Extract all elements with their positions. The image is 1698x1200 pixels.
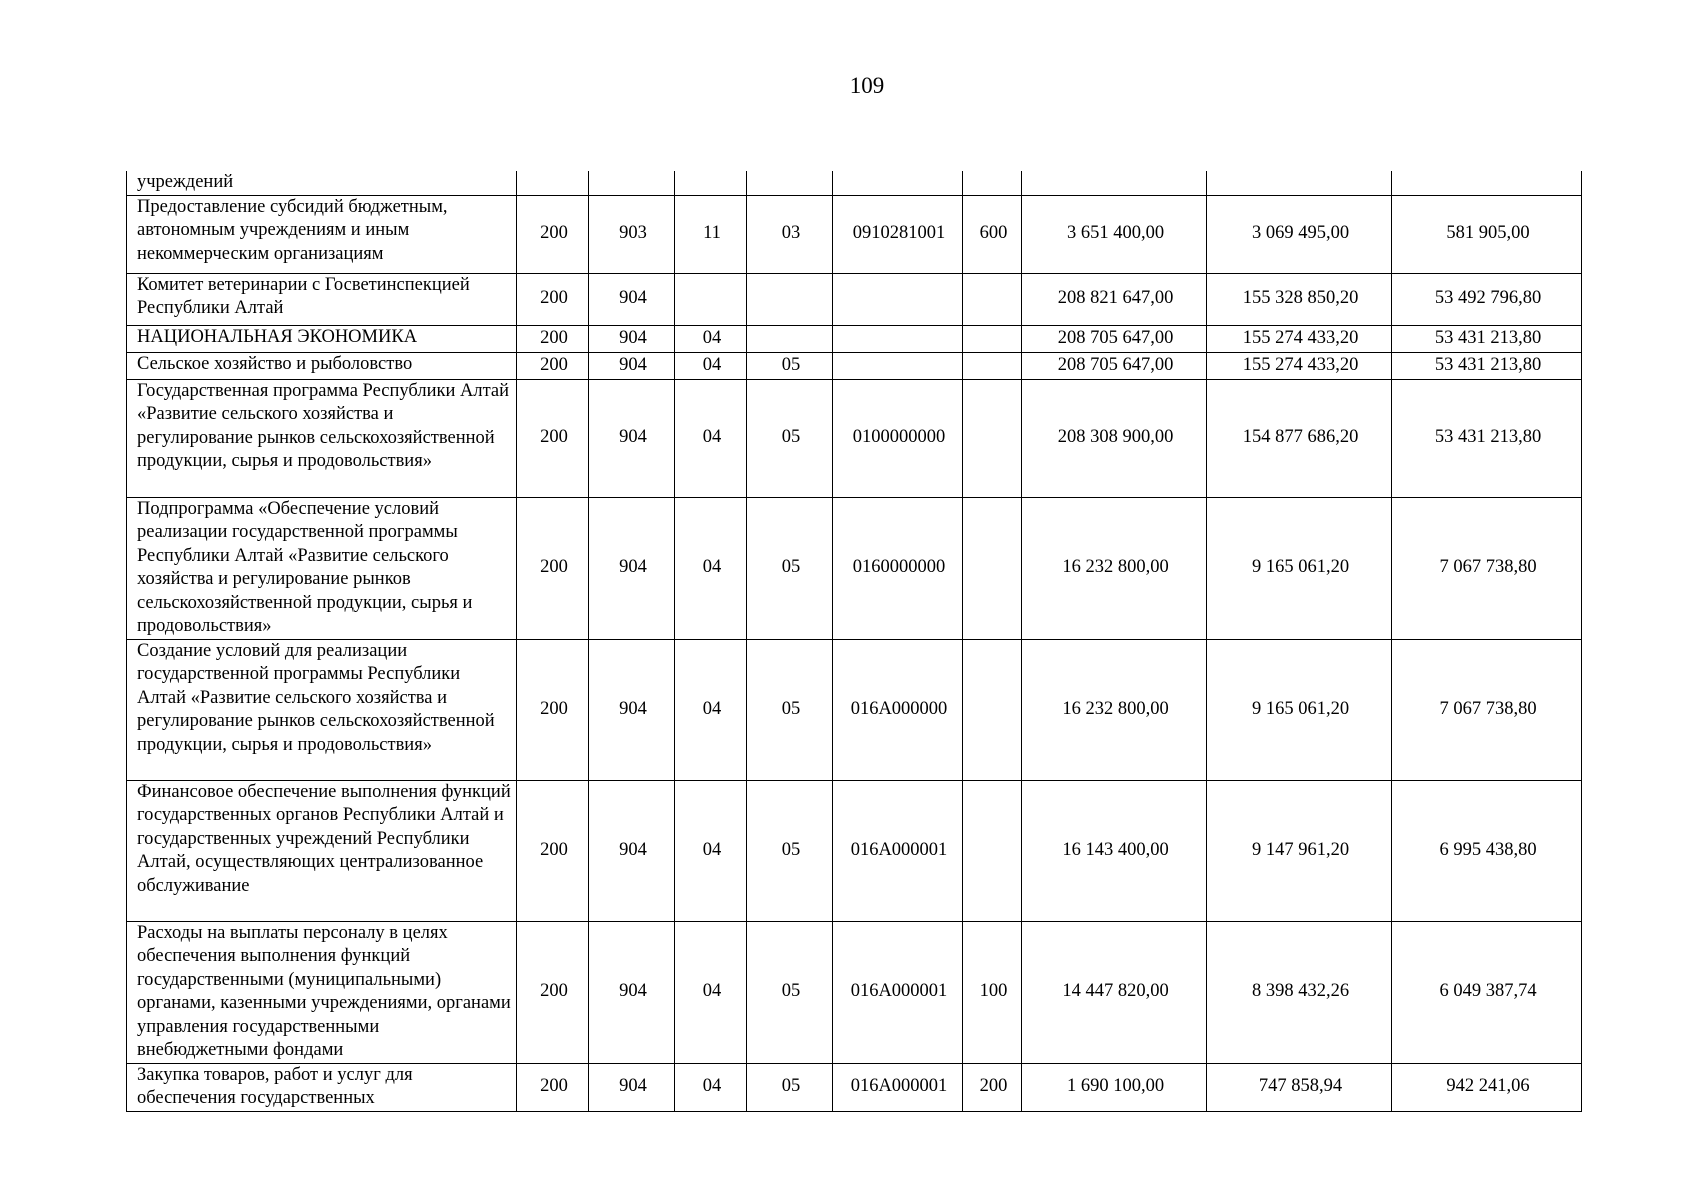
ved-cell: 904 <box>589 921 675 1063</box>
row-name-cell: Закупка товаров, работ и услуг для обеспечения государственных <box>127 1063 517 1111</box>
row-name-cell: Комитет ветеринарии с Госветинспекцией Республики Алтай <box>127 273 517 325</box>
table-row <box>127 195 1582 273</box>
rest-cell: 53 492 796,80 <box>1392 273 1582 325</box>
rest-cell: 53 431 213,80 <box>1392 352 1582 379</box>
csr-cell: 0910281001 <box>833 195 963 273</box>
csr-cell: 016А000001 <box>833 921 963 1063</box>
ved-cell: 903 <box>589 195 675 273</box>
ved-cell: 904 <box>589 273 675 325</box>
vr-cell <box>963 780 1022 921</box>
fact-cell: 9 165 061,20 <box>1207 497 1392 639</box>
fact-cell: 155 274 433,20 <box>1207 325 1392 352</box>
rest-cell: 942 241,06 <box>1392 1063 1582 1111</box>
rest-cell: 581 905,00 <box>1392 195 1582 273</box>
plan-cell: 208 821 647,00 <box>1022 273 1207 325</box>
table-row <box>127 352 1582 379</box>
gr-cell: 200 <box>517 273 589 325</box>
rz-cell: 11 <box>675 195 747 273</box>
gr-cell: 200 <box>517 325 589 352</box>
table-row <box>127 379 1582 497</box>
table-row <box>127 325 1582 352</box>
table-row <box>127 639 1582 780</box>
vr-cell <box>963 379 1022 497</box>
pr-cell <box>747 273 833 325</box>
ved-cell: 904 <box>589 325 675 352</box>
pr-cell: 03 <box>747 195 833 273</box>
row-name-cell: НАЦИОНАЛЬНАЯ ЭКОНОМИКА <box>127 325 517 352</box>
gr-cell: 200 <box>517 352 589 379</box>
gr-cell: 200 <box>517 497 589 639</box>
csr-cell <box>833 171 963 195</box>
row-name-cell: Финансовое обеспечение выполнения функций государственных органов Республики Алтай и государственных учреждений Республики Алтай, осуществляющих централизованное обслуживание <box>127 780 517 921</box>
rest-cell: 7 067 738,80 <box>1392 639 1582 780</box>
csr-cell: 016А000001 <box>833 1063 963 1111</box>
rz-cell: 04 <box>675 352 747 379</box>
plan-cell: 16 232 800,00 <box>1022 497 1207 639</box>
rz-cell <box>675 171 747 195</box>
rz-cell <box>675 273 747 325</box>
fact-cell: 9 165 061,20 <box>1207 639 1392 780</box>
pr-cell <box>747 325 833 352</box>
row-name-cell: Подпрограмма «Обеспечение условий реализации государственной программы Республики Алтай «Развитие сельского хозяйства и регулирование рынков сельскохозяйственной продукции, сырья и продовольствия» <box>127 497 517 639</box>
pr-cell: 05 <box>747 352 833 379</box>
gr-cell: 200 <box>517 379 589 497</box>
ved-cell: 904 <box>589 639 675 780</box>
plan-cell: 16 143 400,00 <box>1022 780 1207 921</box>
rest-cell: 6 995 438,80 <box>1392 780 1582 921</box>
fact-cell: 9 147 961,20 <box>1207 780 1392 921</box>
table-row <box>127 1063 1582 1111</box>
row-name-cell: Предоставление субсидий бюджетным, автономным учреждениям и иным некоммерческим организациям <box>127 195 517 273</box>
pr-cell: 05 <box>747 1063 833 1111</box>
plan-cell: 14 447 820,00 <box>1022 921 1207 1063</box>
vr-cell <box>963 171 1022 195</box>
csr-cell <box>833 273 963 325</box>
rz-cell: 04 <box>675 639 747 780</box>
plan-cell: 1 690 100,00 <box>1022 1063 1207 1111</box>
plan-cell: 16 232 800,00 <box>1022 639 1207 780</box>
rest-cell <box>1392 171 1582 195</box>
table-row <box>127 780 1582 921</box>
vr-cell <box>963 639 1022 780</box>
table-row <box>127 921 1582 1063</box>
rz-cell: 04 <box>675 379 747 497</box>
fact-cell: 747 858,94 <box>1207 1063 1392 1111</box>
csr-cell: 016А000000 <box>833 639 963 780</box>
fact-cell: 8 398 432,26 <box>1207 921 1392 1063</box>
ved-cell: 904 <box>589 352 675 379</box>
rz-cell: 04 <box>675 780 747 921</box>
fact-cell: 154 877 686,20 <box>1207 379 1392 497</box>
gr-cell: 200 <box>517 921 589 1063</box>
fact-cell: 155 328 850,20 <box>1207 273 1392 325</box>
page-number: 109 <box>849 73 885 98</box>
plan-cell: 3 651 400,00 <box>1022 195 1207 273</box>
rz-cell: 04 <box>675 325 747 352</box>
gr-cell: 200 <box>517 1063 589 1111</box>
row-name-cell: Сельское хозяйство и рыболовство <box>127 352 517 379</box>
pr-cell: 05 <box>747 639 833 780</box>
ved-cell: 904 <box>589 497 675 639</box>
vr-cell: 100 <box>963 921 1022 1063</box>
plan-cell: 208 705 647,00 <box>1022 325 1207 352</box>
rest-cell: 53 431 213,80 <box>1392 379 1582 497</box>
rz-cell: 04 <box>675 497 747 639</box>
rest-cell: 6 049 387,74 <box>1392 921 1582 1063</box>
fact-cell: 155 274 433,20 <box>1207 352 1392 379</box>
rest-cell: 53 431 213,80 <box>1392 325 1582 352</box>
csr-cell <box>833 352 963 379</box>
row-name-cell: Государственная программа Республики Алтай «Развитие сельского хозяйства и регулирование рынков сельскохозяйственной продукции, сырья и продовольствия» <box>127 379 517 497</box>
csr-cell: 0100000000 <box>833 379 963 497</box>
pr-cell: 05 <box>747 497 833 639</box>
gr-cell <box>517 171 589 195</box>
table-row <box>127 273 1582 325</box>
rz-cell: 04 <box>675 921 747 1063</box>
csr-cell: 0160000000 <box>833 497 963 639</box>
csr-cell: 016А000001 <box>833 780 963 921</box>
budget-table <box>126 171 1582 1112</box>
fact-cell: 3 069 495,00 <box>1207 195 1392 273</box>
vr-cell <box>963 273 1022 325</box>
ved-cell <box>589 171 675 195</box>
ved-cell: 904 <box>589 1063 675 1111</box>
plan-cell <box>1022 171 1207 195</box>
plan-cell: 208 308 900,00 <box>1022 379 1207 497</box>
gr-cell: 200 <box>517 639 589 780</box>
fact-cell <box>1207 171 1392 195</box>
pr-cell: 05 <box>747 921 833 1063</box>
row-name-cell: учреждений <box>127 171 517 195</box>
vr-cell <box>963 325 1022 352</box>
pr-cell: 05 <box>747 780 833 921</box>
vr-cell <box>963 497 1022 639</box>
vr-cell: 200 <box>963 1063 1022 1111</box>
plan-cell: 208 705 647,00 <box>1022 352 1207 379</box>
gr-cell: 200 <box>517 780 589 921</box>
vr-cell <box>963 352 1022 379</box>
pr-cell <box>747 171 833 195</box>
row-name-cell: Создание условий для реализации государственной программы Республики Алтай «Развитие сельского хозяйства и регулирование рынков сельскохозяйственной продукции, сырья и продовольствия» <box>127 639 517 780</box>
ved-cell: 904 <box>589 780 675 921</box>
rz-cell: 04 <box>675 1063 747 1111</box>
gr-cell: 200 <box>517 195 589 273</box>
rest-cell: 7 067 738,80 <box>1392 497 1582 639</box>
table-row <box>127 497 1582 639</box>
ved-cell: 904 <box>589 379 675 497</box>
pr-cell: 05 <box>747 379 833 497</box>
csr-cell <box>833 325 963 352</box>
vr-cell: 600 <box>963 195 1022 273</box>
table-row <box>127 171 1582 195</box>
row-name-cell: Расходы на выплаты персоналу в целях обеспечения выполнения функций государственными (муниципальными) органами, казенными учреждениями, органами управления государственными внебюджетными фондами <box>127 921 517 1063</box>
